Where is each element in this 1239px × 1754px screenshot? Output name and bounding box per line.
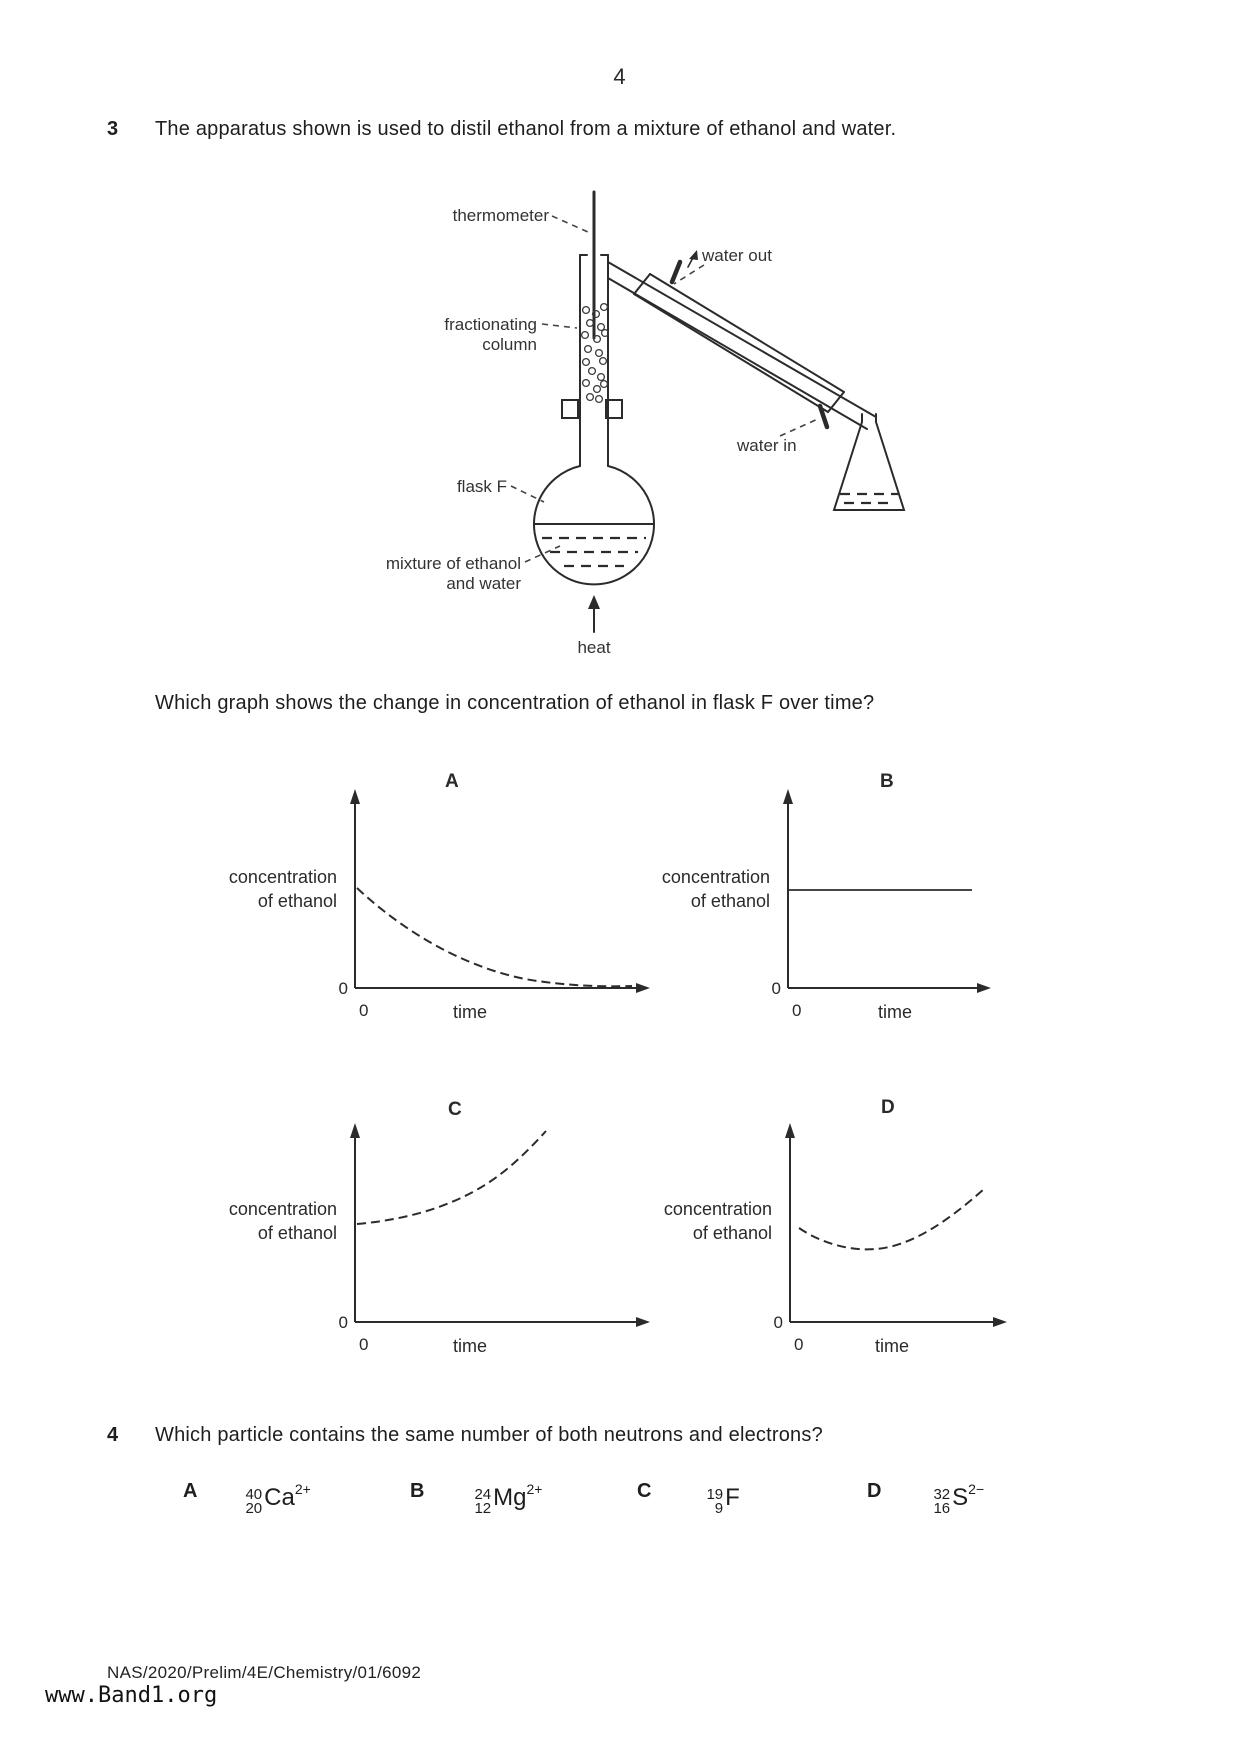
question-3-number: 3 bbox=[107, 118, 119, 140]
water-out-label: water out bbox=[702, 246, 772, 265]
atomic-number: 16 bbox=[933, 1500, 951, 1518]
graph-b-title: B bbox=[880, 771, 894, 792]
graph-option-d bbox=[610, 1085, 1110, 1375]
graph-a-ylabel-2: of ethanol bbox=[257, 891, 337, 911]
graph-c-xlabel: time bbox=[452, 1336, 488, 1356]
option-c bbox=[637, 1480, 740, 1517]
graph-d-ylabel-1: concentration bbox=[663, 1199, 772, 1219]
graph-a-title: A bbox=[445, 771, 459, 792]
graph-c-title: C bbox=[448, 1099, 462, 1120]
exam-paper-code: NAS/2020/Prelim/4E/Chemistry/01/6092 bbox=[107, 1663, 422, 1682]
graph-a-yzero: 0 bbox=[338, 979, 348, 998]
thermometer-leader bbox=[552, 216, 588, 232]
graph-b-xlabel: time bbox=[877, 1002, 913, 1022]
graph-a-xzero: 0 bbox=[359, 1001, 369, 1020]
graph-c-curve bbox=[357, 1131, 546, 1224]
heat-label: heat bbox=[577, 638, 611, 657]
graph-d-xlabel: time bbox=[874, 1336, 910, 1356]
distillation-apparatus-diagram bbox=[320, 170, 920, 700]
graph-d-yzero: 0 bbox=[773, 1313, 783, 1332]
graph-c-xzero: 0 bbox=[359, 1335, 369, 1354]
element-symbol: Mg bbox=[493, 1484, 527, 1511]
element-symbol: Ca bbox=[264, 1484, 295, 1511]
graph-a-ylabel-1: concentration bbox=[228, 867, 337, 887]
option-d-isotope bbox=[933, 1481, 985, 1518]
graph-d-ylabel-2: of ethanol bbox=[692, 1223, 772, 1243]
mass-number: 40 bbox=[245, 1486, 263, 1503]
graph-option-a bbox=[180, 755, 660, 1045]
option-b bbox=[410, 1480, 542, 1517]
water-in-leader bbox=[780, 418, 820, 436]
water-in-label: water in bbox=[737, 436, 797, 455]
graph-c-ylabel-1: concentration bbox=[228, 1199, 337, 1219]
option-a bbox=[183, 1480, 311, 1517]
graph-option-c bbox=[180, 1085, 660, 1375]
mass-number: 24 bbox=[474, 1486, 492, 1503]
option-d-label: D bbox=[867, 1480, 882, 1502]
joint-left bbox=[562, 400, 578, 418]
water-out-arrow-icon bbox=[688, 250, 698, 267]
ion-charge: 2+ bbox=[294, 1481, 311, 1497]
mixture-label-line1: mixture of ethanol bbox=[385, 554, 521, 573]
fractionating-label-line1: fractionating bbox=[444, 315, 537, 334]
option-a-label: A bbox=[183, 1480, 198, 1502]
atomic-number: 12 bbox=[474, 1500, 492, 1518]
mass-number: 32 bbox=[933, 1486, 951, 1503]
atomic-number: 9 bbox=[714, 1500, 724, 1518]
fractionating-label-line2: column bbox=[482, 335, 537, 354]
option-b-isotope bbox=[474, 1481, 543, 1518]
graph-c-ylabel-2: of ethanol bbox=[257, 1223, 337, 1243]
atomic-number: 20 bbox=[245, 1500, 263, 1518]
flask-f-label: flask F bbox=[456, 477, 507, 496]
option-d bbox=[867, 1480, 984, 1517]
question-3-prompt: Which graph shows the change in concentration of ethanol in flask F over time? bbox=[155, 692, 875, 714]
watermark-url: www.Band1.org bbox=[45, 1683, 218, 1708]
graph-d-title: D bbox=[881, 1097, 895, 1118]
graph-c-yzero: 0 bbox=[338, 1313, 348, 1332]
option-b-label: B bbox=[410, 1480, 425, 1502]
graph-option-b bbox=[610, 755, 1110, 1045]
question-4-stem: Which particle contains the same number of both neutrons and electrons? bbox=[155, 1424, 823, 1446]
element-symbol: F bbox=[725, 1484, 740, 1511]
graph-a-xlabel: time bbox=[452, 1002, 488, 1022]
fractionating-leader bbox=[542, 324, 577, 328]
thermometer-label: thermometer bbox=[452, 206, 549, 225]
element-symbol: S bbox=[952, 1484, 969, 1511]
question-4-options bbox=[0, 1480, 1239, 1560]
question-4 bbox=[107, 1424, 1107, 1447]
conical-flask-drawing bbox=[834, 414, 904, 510]
graph-d-curve bbox=[799, 1189, 984, 1249]
graph-d-xzero: 0 bbox=[794, 1335, 804, 1354]
mixture-label-line2: and water bbox=[446, 574, 521, 593]
graph-a-curve bbox=[357, 888, 632, 986]
question-3-stem: The apparatus shown is used to distil ethanol from a mixture of ethanol and water. bbox=[155, 118, 897, 140]
mass-number: 19 bbox=[706, 1486, 724, 1503]
ion-charge: 2+ bbox=[526, 1481, 543, 1497]
graph-b-xzero: 0 bbox=[792, 1001, 802, 1020]
option-c-isotope bbox=[706, 1486, 739, 1517]
water-out-nozzle bbox=[672, 262, 680, 282]
page-number: 4 bbox=[613, 64, 626, 89]
question-3 bbox=[107, 118, 1107, 141]
graph-b-yzero: 0 bbox=[771, 979, 781, 998]
heat-arrow bbox=[588, 595, 600, 632]
graph-b-ylabel-2: of ethanol bbox=[690, 891, 770, 911]
condenser-drawing bbox=[608, 262, 876, 429]
graph-b-ylabel-1: concentration bbox=[661, 867, 770, 887]
option-a-isotope bbox=[245, 1481, 311, 1518]
option-c-label: C bbox=[637, 1480, 652, 1502]
question-4-number: 4 bbox=[107, 1424, 119, 1446]
flask-f-drawing bbox=[534, 400, 654, 584]
ion-charge: 2− bbox=[968, 1481, 985, 1497]
